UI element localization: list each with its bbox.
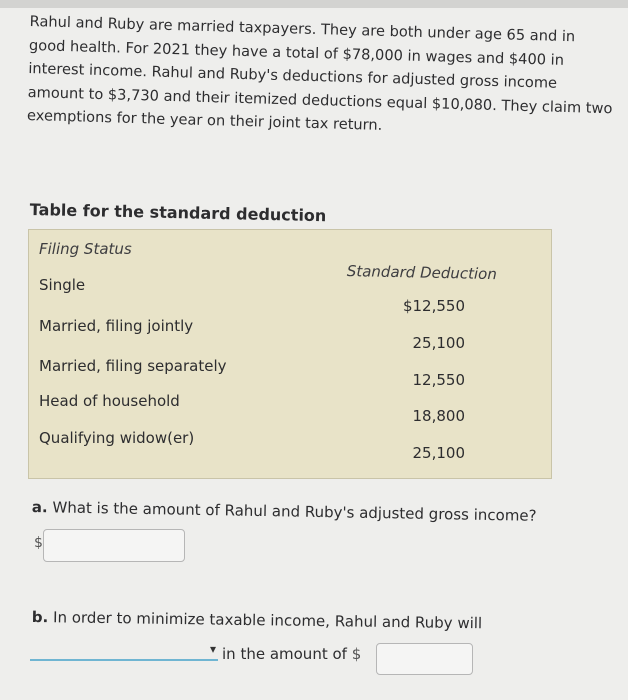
row-status: Qualifying widow(er) bbox=[39, 429, 195, 447]
question-b-text: In order to minimize taxable income, Rahul and Ruby will bbox=[52, 608, 483, 633]
top-bar bbox=[0, 0, 628, 8]
table-title: Table for the standard deduction bbox=[29, 200, 327, 226]
amount-label: in the amount of $ bbox=[222, 645, 362, 663]
row-status: Head of household bbox=[39, 392, 180, 410]
currency-symbol: $ bbox=[34, 535, 43, 551]
row-status: Married, filing jointly bbox=[39, 317, 194, 335]
question-a-text: What is the amount of Rahul and Ruby's adjusted gross income? bbox=[52, 498, 537, 525]
question-b bbox=[32, 608, 483, 632]
row-amount: 25,100 bbox=[412, 334, 465, 352]
row-status: Single bbox=[39, 276, 86, 294]
header-standard-deduction: Standard Deduction bbox=[346, 262, 498, 284]
header-filing-status: Filing Status bbox=[39, 240, 132, 258]
chevron-down-icon: ▾ bbox=[209, 642, 216, 656]
row-amount: 12,550 bbox=[412, 371, 465, 389]
question-a bbox=[32, 498, 537, 525]
problem-statement: Rahul and Ruby are married taxpayers. They are both under age 65 and in good health. For 2021 they have a total of $78,000 in wages and $400 in interest income. Rahul and Ruby's deductions for adjusted gross income amount to $3,730 and their itemized deductions equal $10,080. They claim two exemptions for the year on their joint tax return. bbox=[26, 12, 613, 134]
question-a-letter: a. bbox=[31, 498, 48, 517]
deduction-choice-dropdown[interactable] bbox=[30, 642, 218, 661]
question-b-letter: b. bbox=[31, 608, 49, 627]
row-amount: $12,550 bbox=[402, 297, 465, 315]
deduction-amount-input[interactable] bbox=[376, 643, 473, 675]
standard-deduction-table bbox=[28, 229, 552, 479]
row-status: Married, filing separately bbox=[39, 357, 227, 375]
row-amount: 25,100 bbox=[412, 444, 465, 462]
row-amount: 18,800 bbox=[412, 407, 465, 425]
agi-answer-input[interactable] bbox=[43, 529, 185, 562]
